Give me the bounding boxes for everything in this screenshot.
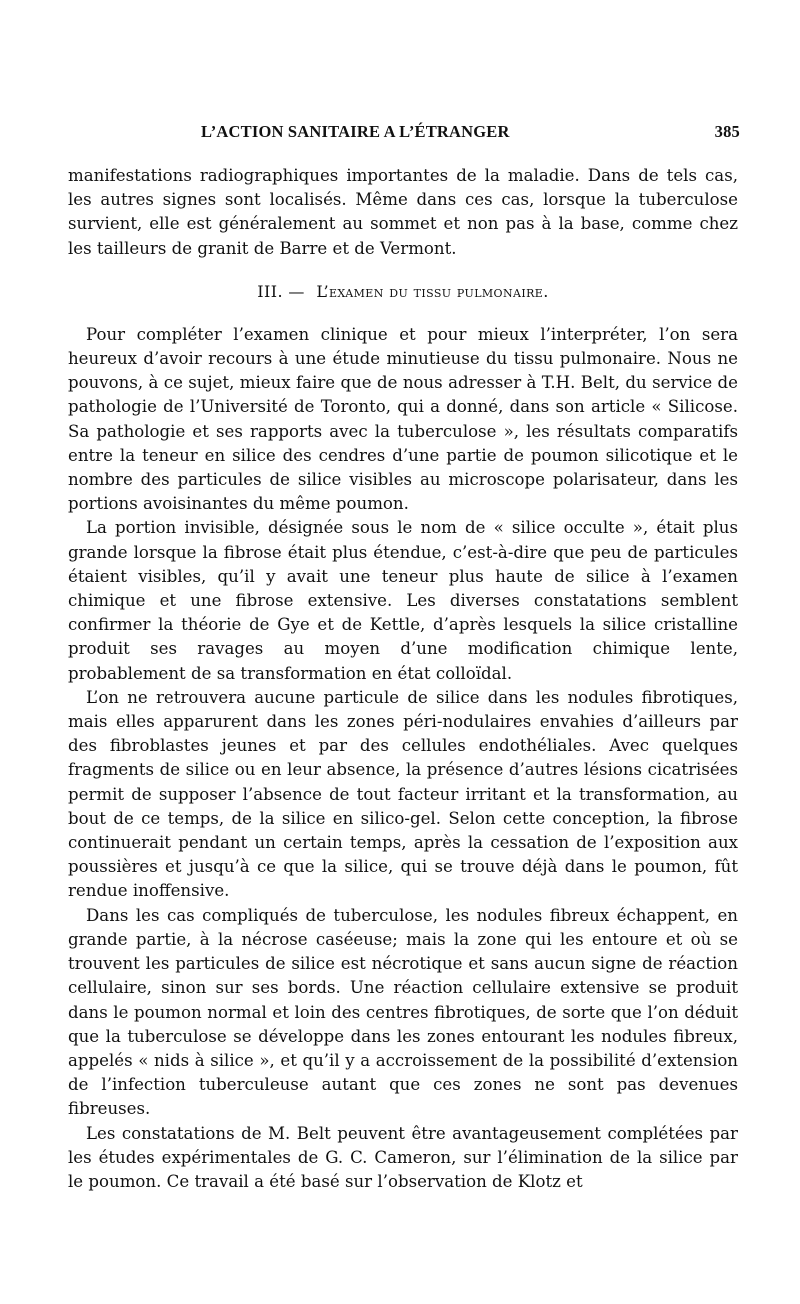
page-number: 385	[714, 122, 740, 141]
paragraph-cameron: Les constatations de M. Belt peuvent être avantageusement complétées par les études expérimentales de G. C. Cameron, sur l’élimination de la silice par le poumon. Ce travail a été basé sur l’observation de Klotz et	[68, 1123, 738, 1191]
paragraph-silice-occulte: La portion invisible, désignée sous le nom de « silice occulte », était plus grande lorsque la fibrose était plus étendue, c’est-à-dire que peu de particules étaient visibles, qu’il y avait une teneur plus haute de silice à l’examen chimique et une fibrose extensive. Les diverses constatations semblent confirmer la théorie de Gye et de Kettle, d’après lesquels la silice cristalline produit ses ravages au moyen d’une modification chimique lente, probablement de sa transformation en état colloïdal.	[68, 518, 738, 683]
section-number: III. —	[257, 281, 305, 301]
section-heading	[68, 279, 738, 305]
section-title: L’examen du tissu pulmonaire.	[316, 281, 549, 301]
running-head	[68, 122, 738, 148]
paragraph-belt-study: Pour compléter l’examen clinique et pour mieux l’interpréter, l’on sera heureux d’avoir recours à une étude minutieuse du tissu pulmonaire. Nous ne pouvons, à ce sujet, mieux faire que de nous adresser à T.H. Belt, du service de pathologie de l’Université de Toronto, qui a donné, dans son article « Silicose. Sa pathologie et ses rapports avec la tuberculose », les résultats comparatifs entre la teneur en silice des cendres d’une partie de poumon silicotique et le nombre des particules de silice visibles au microscope polarisateur, dans les portions avoisinantes du même poumon.	[68, 324, 738, 514]
running-title: L’ACTION SANITAIRE A L’ÉTRANGER	[201, 122, 510, 141]
paragraph-tuberculose: Dans les cas compliqués de tuberculose, les nodules fibreux échappent, en grande partie, à la nécrose caséeuse; mais la zone qui les entoure et où se trouvent les particules de silice est nécrotique et sans aucun signe de réaction cellulaire, sinon sur ses bords. Une réaction cellulaire extensive se produit dans le poumon normal et loin des centres fibrotiques, de sorte que l’on déduit que la tuberculose se développe dans les zones entourant les nodules fibreux, appelés « nids à silice », et qu’il y a accroissement de la possibilité d’extension de l’infection tuberculeuse autant que ces zones ne sont pas devenues fibreuses.	[68, 905, 738, 1119]
paragraph-nodules: L’on ne retrouvera aucune particule de silice dans les nodules fibrotiques, mais elles apparurent dans les zones péri-nodulaires envahies d’ailleurs par des fibroblastes jeunes et par des cellules endothéliales. Avec quelques fragments de silice ou en leur absence, la présence d’autres lésions cicatrisées permit de supposer l’absence de tout facteur irritant et la transformation, au bout de ce temps, de la silice en silico-gel. Selon cette conception, la fibrose continuerait pendant un certain temps, après la cessation de l’exposition aux poussières et jusqu’à ce que la silice, qui se trouve déjà dans le poumon, fût rendue inoffensive.	[68, 687, 738, 901]
paragraph-continued: manifestations radiographiques importantes de la maladie. Dans de tels cas, les autres signes sont localisés. Même dans ces cas, lorsque la tuberculose survient, elle est généralement au sommet et non pas à la base, comme chez les tailleurs de granit de Barre et de Vermont.	[68, 166, 738, 258]
